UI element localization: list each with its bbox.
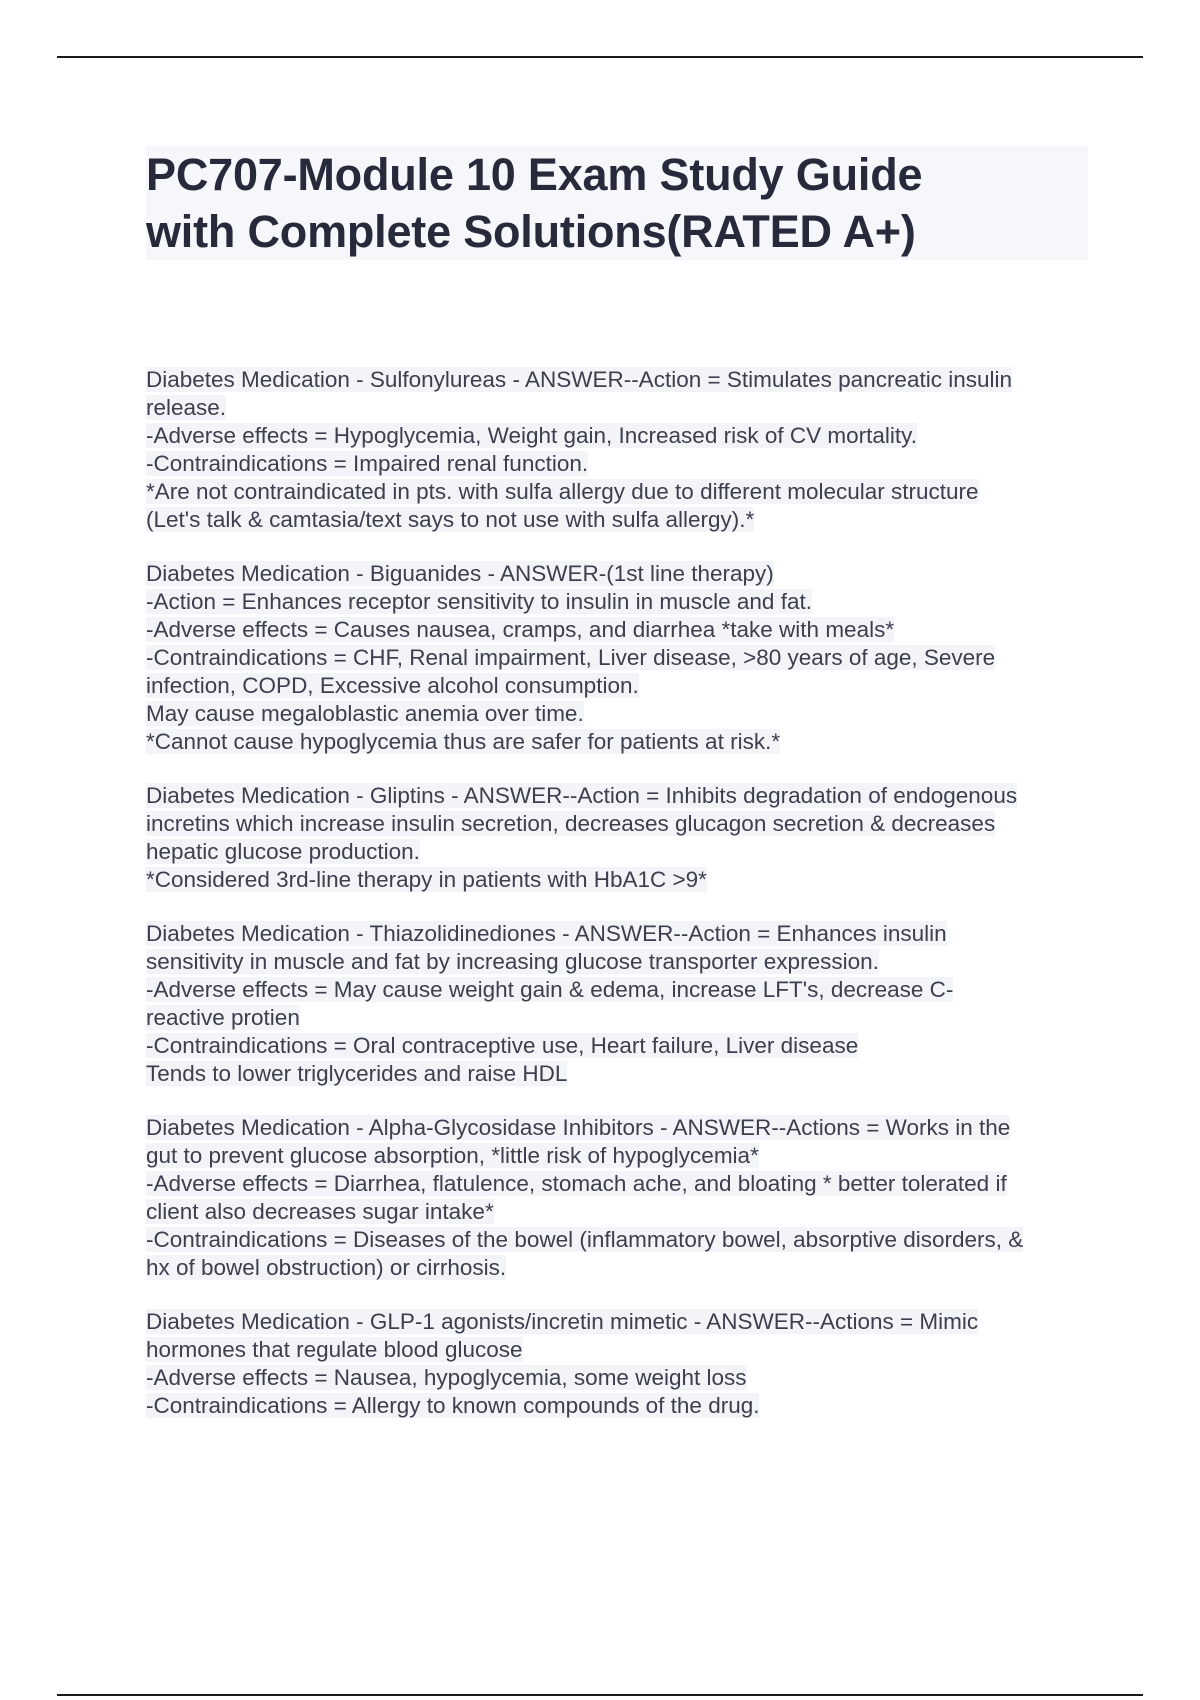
title-line: with Complete Solutions(RATED A+) (146, 206, 916, 257)
entry-text-line: Diabetes Medication - Sulfonylureas - ANSWER--Action = Stimulates pancreatic insulin (146, 367, 1012, 392)
entry-text-line: Tends to lower triglycerides and raise HDL (146, 1061, 568, 1086)
entry-text-line: Diabetes Medication - GLP-1 agonists/incretin mimetic - ANSWER--Actions = Mimic (146, 1309, 979, 1334)
entry-alpha-glycosidase-inhibitors (146, 1114, 1096, 1282)
entry-text-line: Diabetes Medication - Thiazolidinediones - ANSWER--Action = Enhances insulin (146, 921, 947, 946)
top-divider (57, 56, 1143, 58)
entry-biguanides (146, 560, 1096, 756)
entry-text-line: gut to prevent glucose absorption, *little risk of hypoglycemia* (146, 1143, 759, 1168)
entry-thiazolidinediones (146, 920, 1096, 1088)
entry-text-line: Diabetes Medication - Gliptins - ANSWER--Action = Inhibits degradation of endogenous (146, 783, 1018, 808)
entry-text-line: *Are not contraindicated in pts. with sulfa allergy due to different molecular structure (146, 479, 979, 504)
entry-text-line: hormones that regulate blood glucose (146, 1337, 523, 1362)
entry-text-line: -Adverse effects = Hypoglycemia, Weight gain, Increased risk of CV mortality. (146, 423, 917, 448)
entry-gliptins (146, 782, 1096, 894)
document-title-block (146, 146, 1088, 260)
entry-text-line: -Adverse effects = Causes nausea, cramps, and diarrhea *take with meals* (146, 617, 895, 642)
entry-sulfonylureas (146, 366, 1096, 534)
entry-text-line: (Let's talk & camtasia/text says to not use with sulfa allergy).* (146, 507, 755, 532)
entry-text-line: *Considered 3rd-line therapy in patients with HbA1C >9* (146, 867, 707, 892)
entry-text-line: reactive protien (146, 1005, 300, 1030)
entry-text-line: -Contraindications = Diseases of the bowel (inflammatory bowel, absorptive disorders, & (146, 1227, 1024, 1252)
entry-text-line: release. (146, 395, 227, 420)
entry-text-line: -Adverse effects = Nausea, hypoglycemia, some weight loss (146, 1365, 747, 1390)
entry-text-line: -Contraindications = Allergy to known compounds of the drug. (146, 1393, 760, 1418)
entry-text-line: sensitivity in muscle and fat by increasing glucose transporter expression. (146, 949, 879, 974)
entry-text-line: -Contraindications = Oral contraceptive use, Heart failure, Liver disease (146, 1033, 859, 1058)
entry-text-line: incretins which increase insulin secretion, decreases glucagon secretion & decreases (146, 811, 996, 836)
entry-glp1-agonists (146, 1308, 1096, 1420)
study-guide-content (146, 366, 1096, 1446)
entry-text-line: -Contraindications = CHF, Renal impairment, Liver disease, >80 years of age, Severe (146, 645, 996, 670)
entry-text-line: *Cannot cause hypoglycemia thus are safer for patients at risk.* (146, 729, 781, 754)
bottom-divider (57, 1694, 1143, 1696)
entry-text-line: client also decreases sugar intake* (146, 1199, 494, 1224)
entry-text-line: Diabetes Medication - Alpha-Glycosidase Inhibitors - ANSWER--Actions = Works in the (146, 1115, 1011, 1140)
entry-text-line: hx of bowel obstruction) or cirrhosis. (146, 1255, 507, 1280)
entry-text-line: May cause megaloblastic anemia over time. (146, 701, 584, 726)
entry-text-line: -Contraindications = Impaired renal function. (146, 451, 589, 476)
entry-text-line: -Action = Enhances receptor sensitivity to insulin in muscle and fat. (146, 589, 812, 614)
entry-text-line: -Adverse effects = Diarrhea, flatulence, stomach ache, and bloating * better tolerated if (146, 1171, 1007, 1196)
entry-text-line: hepatic glucose production. (146, 839, 420, 864)
entry-text-line: infection, COPD, Excessive alcohol consumption. (146, 673, 639, 698)
entry-text-line: -Adverse effects = May cause weight gain & edema, increase LFT's, decrease C- (146, 977, 954, 1002)
document-title (146, 146, 1088, 260)
title-line: PC707-Module 10 Exam Study Guide (146, 149, 923, 200)
entry-text-line: Diabetes Medication - Biguanides - ANSWER-(1st line therapy) (146, 561, 774, 586)
